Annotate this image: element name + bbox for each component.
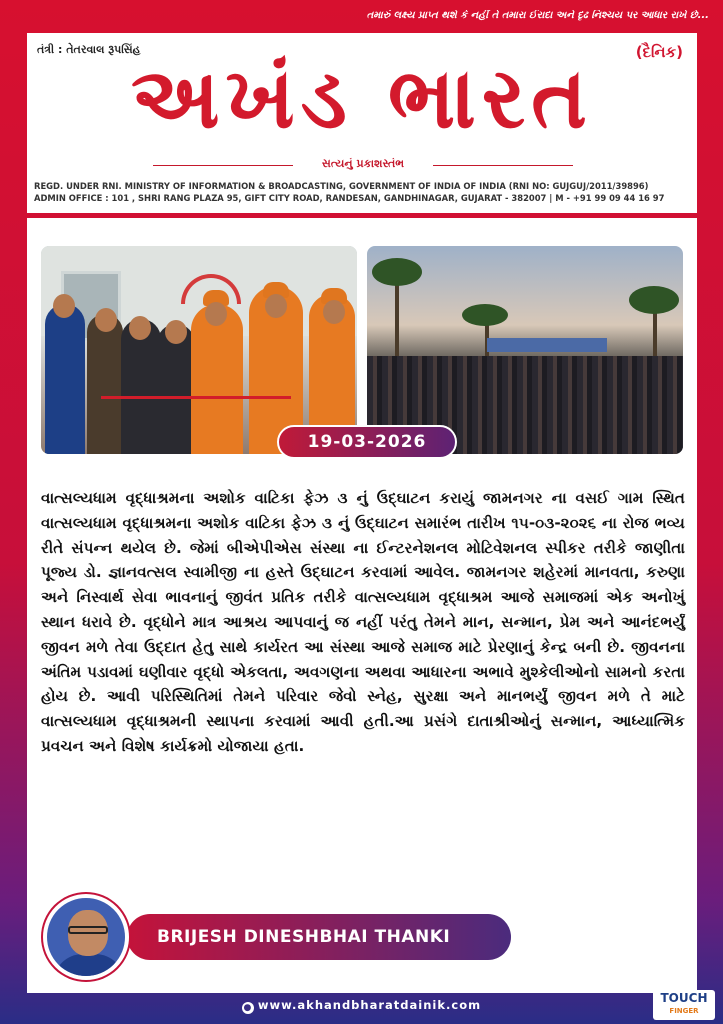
author-name-bar: BRIJESH DINESHBHAI THANKI bbox=[127, 914, 511, 960]
avatar-shirt bbox=[53, 954, 125, 980]
person-figure bbox=[87, 314, 123, 454]
divider bbox=[433, 165, 573, 166]
divider bbox=[153, 165, 293, 166]
editor-credit: તંત્રી : તેતરવાલ રૂપસિંહ bbox=[37, 43, 141, 56]
stage bbox=[487, 338, 607, 352]
admin-office-line: ADMIN OFFICE : 101 , SHRI RANG PLAZA 95, GIFT CITY ROAD, RANDESAN, GANDHINAGAR, GUJARAT - 382007 | M - +91 99 09 44 16 97 bbox=[34, 193, 665, 203]
person-head bbox=[165, 320, 187, 344]
person-head bbox=[129, 316, 151, 340]
tagline-row bbox=[153, 157, 573, 173]
top-slogan: તમારું લક્ષ્ય પ્રાપ્ત થશે કે નહીં તે તમારા ઈરાદા અને દૃઢ નિશ્ચય પર આધાર રાખે છે... bbox=[366, 10, 709, 21]
swami-head bbox=[265, 294, 287, 318]
article-card bbox=[27, 218, 697, 993]
website-footer[interactable] bbox=[0, 998, 723, 1014]
date-badge: 19-03-2026 bbox=[277, 425, 457, 459]
logo-subtext: FINGER bbox=[669, 1007, 699, 1015]
daily-label: (દૈનિક) bbox=[635, 43, 683, 61]
tagline: સત્યનું પ્રકાશસ્તંભ bbox=[321, 157, 405, 170]
avatar-glasses bbox=[68, 926, 108, 934]
touchfinger-logo bbox=[653, 990, 715, 1020]
person-figure bbox=[45, 304, 85, 454]
palm-frond bbox=[462, 304, 508, 326]
palm-frond bbox=[629, 286, 679, 314]
person-head bbox=[53, 294, 75, 318]
swami-head bbox=[323, 300, 345, 324]
regd-line: REGD. UNDER RNI. MINISTRY OF INFORMATION & BROADCASTING, GOVERNMENT OF INDIA OF INDIA (RNI NO: GUJGUJ/2011/39896) bbox=[34, 181, 649, 191]
article-body: વાત્સલ્યધામ વૃદ્ધાશ્રમના અશોક વાટિકા ફેઝ ૩ નું ઉદ્ઘાટન કરાયું જામનગર ના વસઈ ગામ સ્થિત વાત્સલ્યધામ વૃદ્ધાશ્રમના અશોક વાટિકા ફેઝ ૩ નું ઉદ્ઘાટન સમારંભ તારીખ ૧૫-૦૩-૨૦૨૬ ના રોજ ભવ્ય રીતે સંપન્ન થયેલ છે. જેમાં બીએપીએસ સંસ્થા ના ઈન્ટરનેશનલ મોટિવેશનલ સ્પીકર તરીકે જાણીતા પૂજ્ય ડો. જ્ઞાનવત્સલ સ્વામીજી ના હસ્તે ઉદ્ઘાટન કરવામાં આવેલ. જામનગર શહેરમાં માનવતા, કરુણા અને નિસ્વાર્થ સેવા ભાવનાનું જીવંત પ્રતિક તરીકે વાત્સલ્યધામ વૃદ્ધાશ્રમ આજે સમાજમાં એક અનોખું સ્થાન ધરાવે છે. વૃદ્ધોને માત્ર આશ્રય આપવાનું જ નહીં પરંતુ તેમને માન, સન્માન, પ્રેમ અને આનંદભર્યું જીવન મળે તેવા ઉદ્દાત હેતુ સાથે કાર્યરત આ સંસ્થા આજે સમાજ માટે પ્રેરણાનું કેન્દ્ર બની છે. જીવનના અંતિમ પડાવમાં ઘણીવાર વૃદ્ધો એકલતા, અવગણના અથવા આધારના અભાવે મુશ્કેલીઓનો સામનો કરતા હોય છે. આવી પરિસ્થિતિમાં તેમને પરિવાર જેવો સ્નેહ, સુરક્ષા અને માનભર્યું જીવન મળે તે માટે વાત્સલ્યધામ વૃદ્ધાશ્રમની સ્થાપના કરવામાં આવી હતી.આ પ્રસંગે દાતાશ્રીઓનું સન્માન, આધ્યાત્મિક પ્રવચન અને વિશેષ કાર્યક્રમો યોજાયા હતા. bbox=[41, 489, 685, 755]
inauguration-photo bbox=[41, 246, 357, 454]
author-avatar bbox=[43, 894, 129, 980]
newspaper-title: અખંડ ભારત bbox=[131, 49, 593, 147]
swami-head bbox=[205, 302, 227, 326]
palm-frond bbox=[372, 258, 422, 286]
globe-icon: ● bbox=[243, 1003, 253, 1013]
website-link[interactable]: www.akhandbharatdainik.com bbox=[257, 998, 482, 1012]
ribbon bbox=[101, 396, 291, 399]
logo-text: TOUCH bbox=[660, 991, 708, 1005]
person-head bbox=[95, 308, 117, 332]
registration-info bbox=[34, 180, 694, 204]
swami-figure bbox=[191, 304, 243, 454]
event-crowd-photo bbox=[367, 246, 683, 454]
masthead bbox=[27, 33, 697, 213]
